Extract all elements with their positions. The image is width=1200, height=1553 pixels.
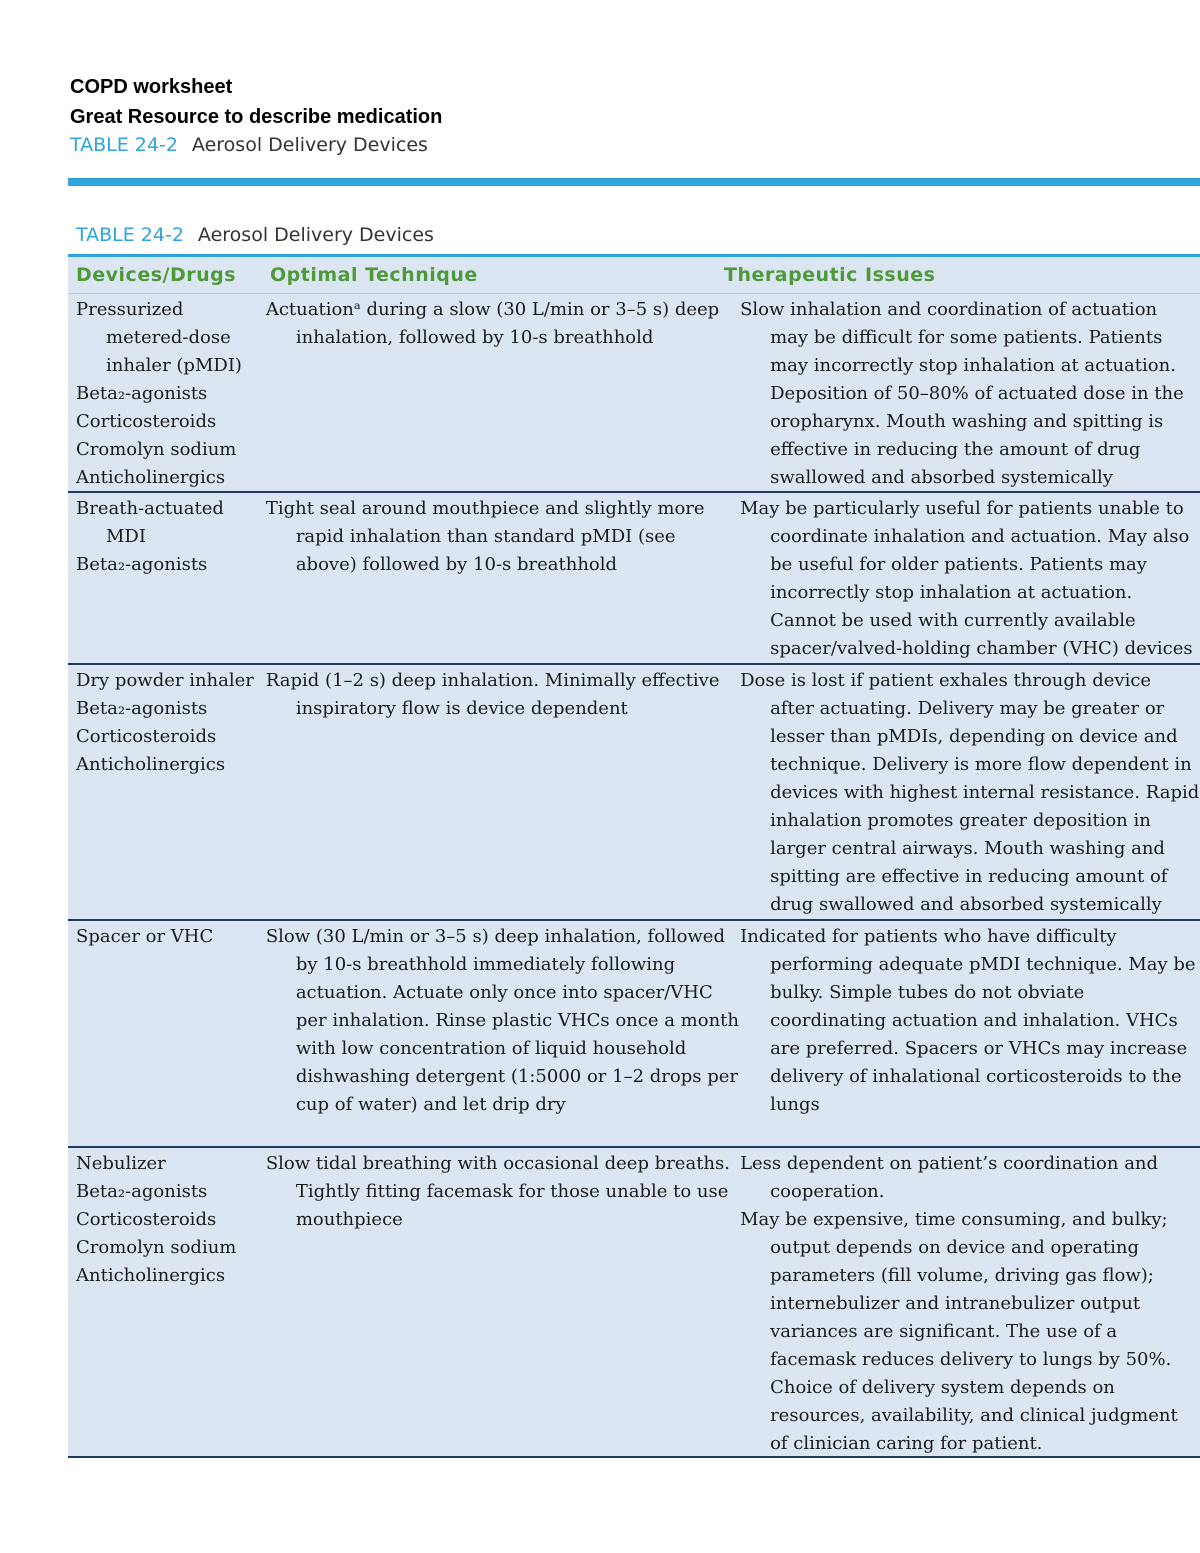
issue-text: Less dependent on patient’s coordination and cooperation. <box>740 1153 1159 1202</box>
issue-text: May be particularly useful for patients unable to coordinate inhalation and actuation. May also be useful for older patients. Patients may incorrectly stop inhalation at actuation. Cannot be used with currently available spacer/valved-holding chamber (VHC) devices <box>740 498 1193 659</box>
drug-item: Beta₂-agonists <box>76 554 208 575</box>
table-header-row <box>68 257 1200 294</box>
table-caption <box>76 222 434 248</box>
issues-cell <box>740 1148 1200 1456</box>
blue-divider <box>68 178 1200 186</box>
column-header-technique: Optimal Technique <box>270 264 478 286</box>
table-row <box>68 665 1200 921</box>
issue-text: Dose is lost if patient exhales through device after actuating. Delivery may be greater or lesser than pMDIs, depending on device and technique. Delivery is more flow dependent in devices with highest internal resistance. Rapid inhalation promotes greater deposition in larger central airways. Mouth washing and spitting are effective in reducing amount of drug swallowed and absorbed systemically <box>740 670 1200 915</box>
document-header <box>70 72 442 158</box>
device-name: Pressurized metered-dose inhaler (pMDI) <box>76 299 242 376</box>
worksheet-title: COPD worksheet <box>70 76 233 98</box>
device-cell <box>68 921 266 1146</box>
technique-cell: Rapid (1–2 s) deep inhalation. Minimally effective inspiratory flow is device dependent <box>265 670 720 719</box>
drug-item: Corticosteroids <box>76 411 217 432</box>
device-name: Breath-actuated MDI <box>76 498 224 547</box>
issues-cell <box>740 921 1200 1146</box>
drug-item: Beta₂-agonists <box>76 383 208 404</box>
issues-cell <box>740 294 1200 491</box>
column-header-issues: Therapeutic Issues <box>724 264 936 286</box>
aerosol-devices-table <box>68 254 1200 1458</box>
issue-text: May be expensive, time consuming, and bulky; output depends on device and operating parameters (fill volume, driving gas flow); internebulizer and intranebulizer output variances are significant. The use of a facemask reduces delivery to lungs by 50%. Choice of delivery system depends on resources, availability, and clinical judgment of clinician caring for patient. <box>740 1209 1178 1454</box>
drug-item: Corticosteroids <box>76 1209 217 1230</box>
header-table-number: TABLE 24-2 <box>70 134 178 156</box>
technique-cell: Actuationᵃ during a slow (30 L/min or 3–5 s) deep inhalation, followed by 10-s breathhold <box>265 299 720 348</box>
device-cell <box>68 294 266 491</box>
drug-item: Beta₂-agonists <box>76 1181 208 1202</box>
device-cell <box>68 493 266 663</box>
device-name: Nebulizer <box>76 1153 166 1174</box>
issues-cell <box>740 493 1200 663</box>
table-row <box>68 921 1200 1148</box>
drug-item: Beta₂-agonists <box>76 698 208 719</box>
technique-cell: Slow tidal breathing with occasional deep breaths. Tightly fitting facemask for those unable to use mouthpiece <box>265 1153 730 1230</box>
device-name: Dry powder inhaler <box>76 670 254 691</box>
table-row <box>68 493 1200 665</box>
issue-text: Indicated for patients who have difficulty performing adequate pMDI technique. May be bulky. Simple tubes do not obviate coordinating actuation and inhalation. VHCs are preferred. Spacers or VHCs may increase delivery of inhalational corticosteroids to the lungs <box>740 926 1196 1115</box>
device-cell <box>68 665 266 919</box>
drug-item: Cromolyn sodium <box>76 1237 237 1258</box>
drug-item: Anticholinergics <box>76 1265 226 1286</box>
issue-text: Slow inhalation and coordination of actuation may be difficult for some patients. Patients may incorrectly stop inhalation at actuation. Deposition of 50–80% of actuated dose in the oropharynx. Mouth washing and spitting is effective in reducing the amount of drug swallowed and absorbed systemically <box>740 299 1184 488</box>
drug-item: Cromolyn sodium <box>76 439 237 460</box>
drug-item: Anticholinergics <box>76 467 226 488</box>
device-name: Spacer or VHC <box>76 926 214 947</box>
issues-cell <box>740 665 1200 919</box>
technique-cell: Tight seal around mouthpiece and slightly more rapid inhalation than standard pMDI (see above) followed by 10-s breathhold <box>265 498 705 575</box>
technique-cell: Slow (30 L/min or 3–5 s) deep inhalation, followed by 10-s breathhold immediately following actuation. Actuate only once into spacer/VHC per inhalation. Rinse plastic VHCs once a month with low concentration of liquid household dishwashing detergent (1:5000 or 1–2 drops per cup of water) and let drip dry <box>265 926 739 1115</box>
worksheet-subtitle: Great Resource to describe medication <box>70 106 443 128</box>
table-row <box>68 1148 1200 1458</box>
column-header-devices: Devices/Drugs <box>76 264 237 286</box>
drug-item: Anticholinergics <box>76 754 226 775</box>
drug-item: Corticosteroids <box>76 726 217 747</box>
device-cell <box>68 1148 266 1456</box>
table-row <box>68 294 1200 493</box>
header-table-caption <box>70 132 442 158</box>
header-table-title: Aerosol Delivery Devices <box>191 134 428 156</box>
table-title: Aerosol Delivery Devices <box>197 224 434 246</box>
table-number: TABLE 24-2 <box>76 224 184 246</box>
